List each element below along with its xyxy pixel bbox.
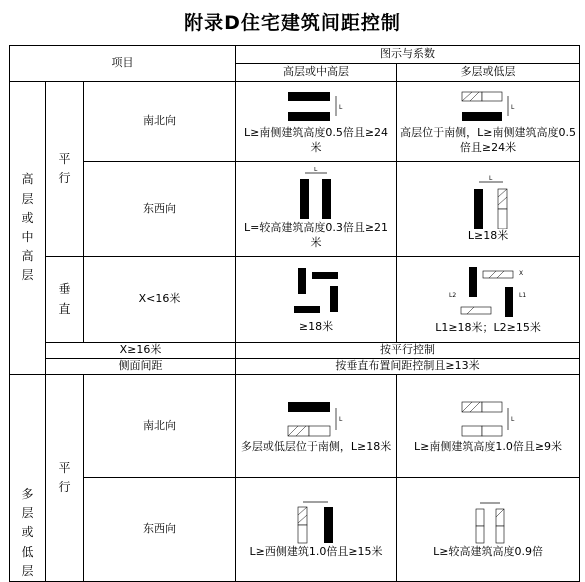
svg-text:L: L — [511, 103, 515, 111]
section-high — [10, 82, 46, 375]
section-multi-label: 多层或低层 — [21, 487, 34, 578]
parallel-label: 平行 — [58, 151, 71, 185]
text-multi-ew-high: L≥西侧建筑1.0倍且≥15米 — [249, 544, 383, 558]
text-high-ns-high: L≥南侧建筑高度0.5倍且≥24米 — [244, 125, 389, 154]
svg-text:L: L — [511, 415, 515, 423]
svg-text:L: L — [489, 174, 493, 182]
diagram-high-ns-high — [276, 88, 356, 126]
header-col-high: 高层或中高层 — [236, 64, 397, 82]
row-label-multi-ns: 南北向 — [84, 375, 236, 478]
diagram-multi-ew-high — [276, 499, 356, 545]
header-figure-coeff: 图示与系数 — [236, 46, 580, 64]
svg-text:X: X — [519, 270, 524, 278]
section-multi — [10, 375, 46, 582]
text-high-ew-low: L≥18米 — [467, 228, 509, 242]
diagram-high-ns-low — [448, 88, 528, 126]
cell-high-perp-low — [397, 257, 580, 343]
diagram-high-ew-high — [276, 167, 356, 221]
cell-multi-ns-low — [397, 375, 580, 478]
diagram-high-perp-low — [433, 263, 543, 321]
text-multi-ns-high: 多层或低层位于南侧，L≥18米 — [240, 439, 392, 453]
section-high-label: 高层或中高层 — [21, 172, 34, 283]
svg-text:L2: L2 — [449, 292, 457, 300]
page-title: 附录D住宅建筑间距控制 — [184, 12, 401, 34]
row-label-high-side: 侧面间距 — [46, 359, 236, 375]
text-high-side: 按垂直布置间距控制且≥13米 — [236, 359, 580, 375]
row-label-high-x16: X≥16米 — [46, 343, 236, 359]
cell-high-ns-high — [236, 82, 397, 162]
cell-high-perp-high — [236, 257, 397, 343]
diagram-high-perp-high — [276, 264, 356, 320]
svg-text:L1: L1 — [519, 292, 527, 300]
diagram-multi-ns-high — [276, 398, 356, 440]
row-label-high-perp: X<16米 — [84, 257, 236, 343]
group-parallel-high — [46, 82, 84, 257]
row-label-high-ew: 东西向 — [84, 162, 236, 257]
spacing-table — [9, 45, 580, 582]
diagram-high-ew-low — [448, 175, 528, 229]
cell-high-ew-low — [397, 162, 580, 257]
svg-text:L: L — [314, 167, 318, 174]
row-label-multi-ew: 东西向 — [84, 477, 236, 581]
cell-multi-ew-high — [236, 477, 397, 581]
text-high-x16: 按平行控制 — [236, 343, 580, 359]
row-label-high-ns: 南北向 — [84, 82, 236, 162]
svg-text:L: L — [339, 103, 343, 111]
text-high-ns-low: 高层位于南侧，L≥南侧建筑高度0.5倍且≥24米 — [400, 125, 576, 154]
perpendicular-label: 垂直 — [58, 282, 71, 316]
cell-multi-ew-low — [397, 477, 580, 581]
text-multi-ew-low: L≥较高建筑高度0.9倍 — [433, 544, 543, 558]
svg-text:L: L — [339, 415, 343, 423]
diagram-multi-ew-low — [448, 499, 528, 545]
text-multi-ns-low: L≥南侧建筑高度1.0倍且≥9米 — [414, 439, 563, 453]
text-high-ew-high: L=较高建筑高度0.3倍且≥21米 — [244, 221, 389, 249]
cell-high-ns-low — [397, 82, 580, 162]
cell-multi-ns-high — [236, 375, 397, 478]
cell-high-ew-high — [236, 162, 397, 257]
text-high-perp-high: ≥18米 — [298, 320, 334, 334]
header-item: 项目 — [10, 46, 236, 82]
text-high-perp-low: L1≥18米；L2≥15米 — [435, 321, 541, 335]
group-parallel-multi — [46, 375, 84, 582]
group-perpendicular-high — [46, 257, 84, 343]
parallel-label-multi: 平行 — [58, 460, 71, 494]
diagram-multi-ns-low — [448, 398, 528, 440]
header-col-low: 多层或低层 — [397, 64, 580, 82]
